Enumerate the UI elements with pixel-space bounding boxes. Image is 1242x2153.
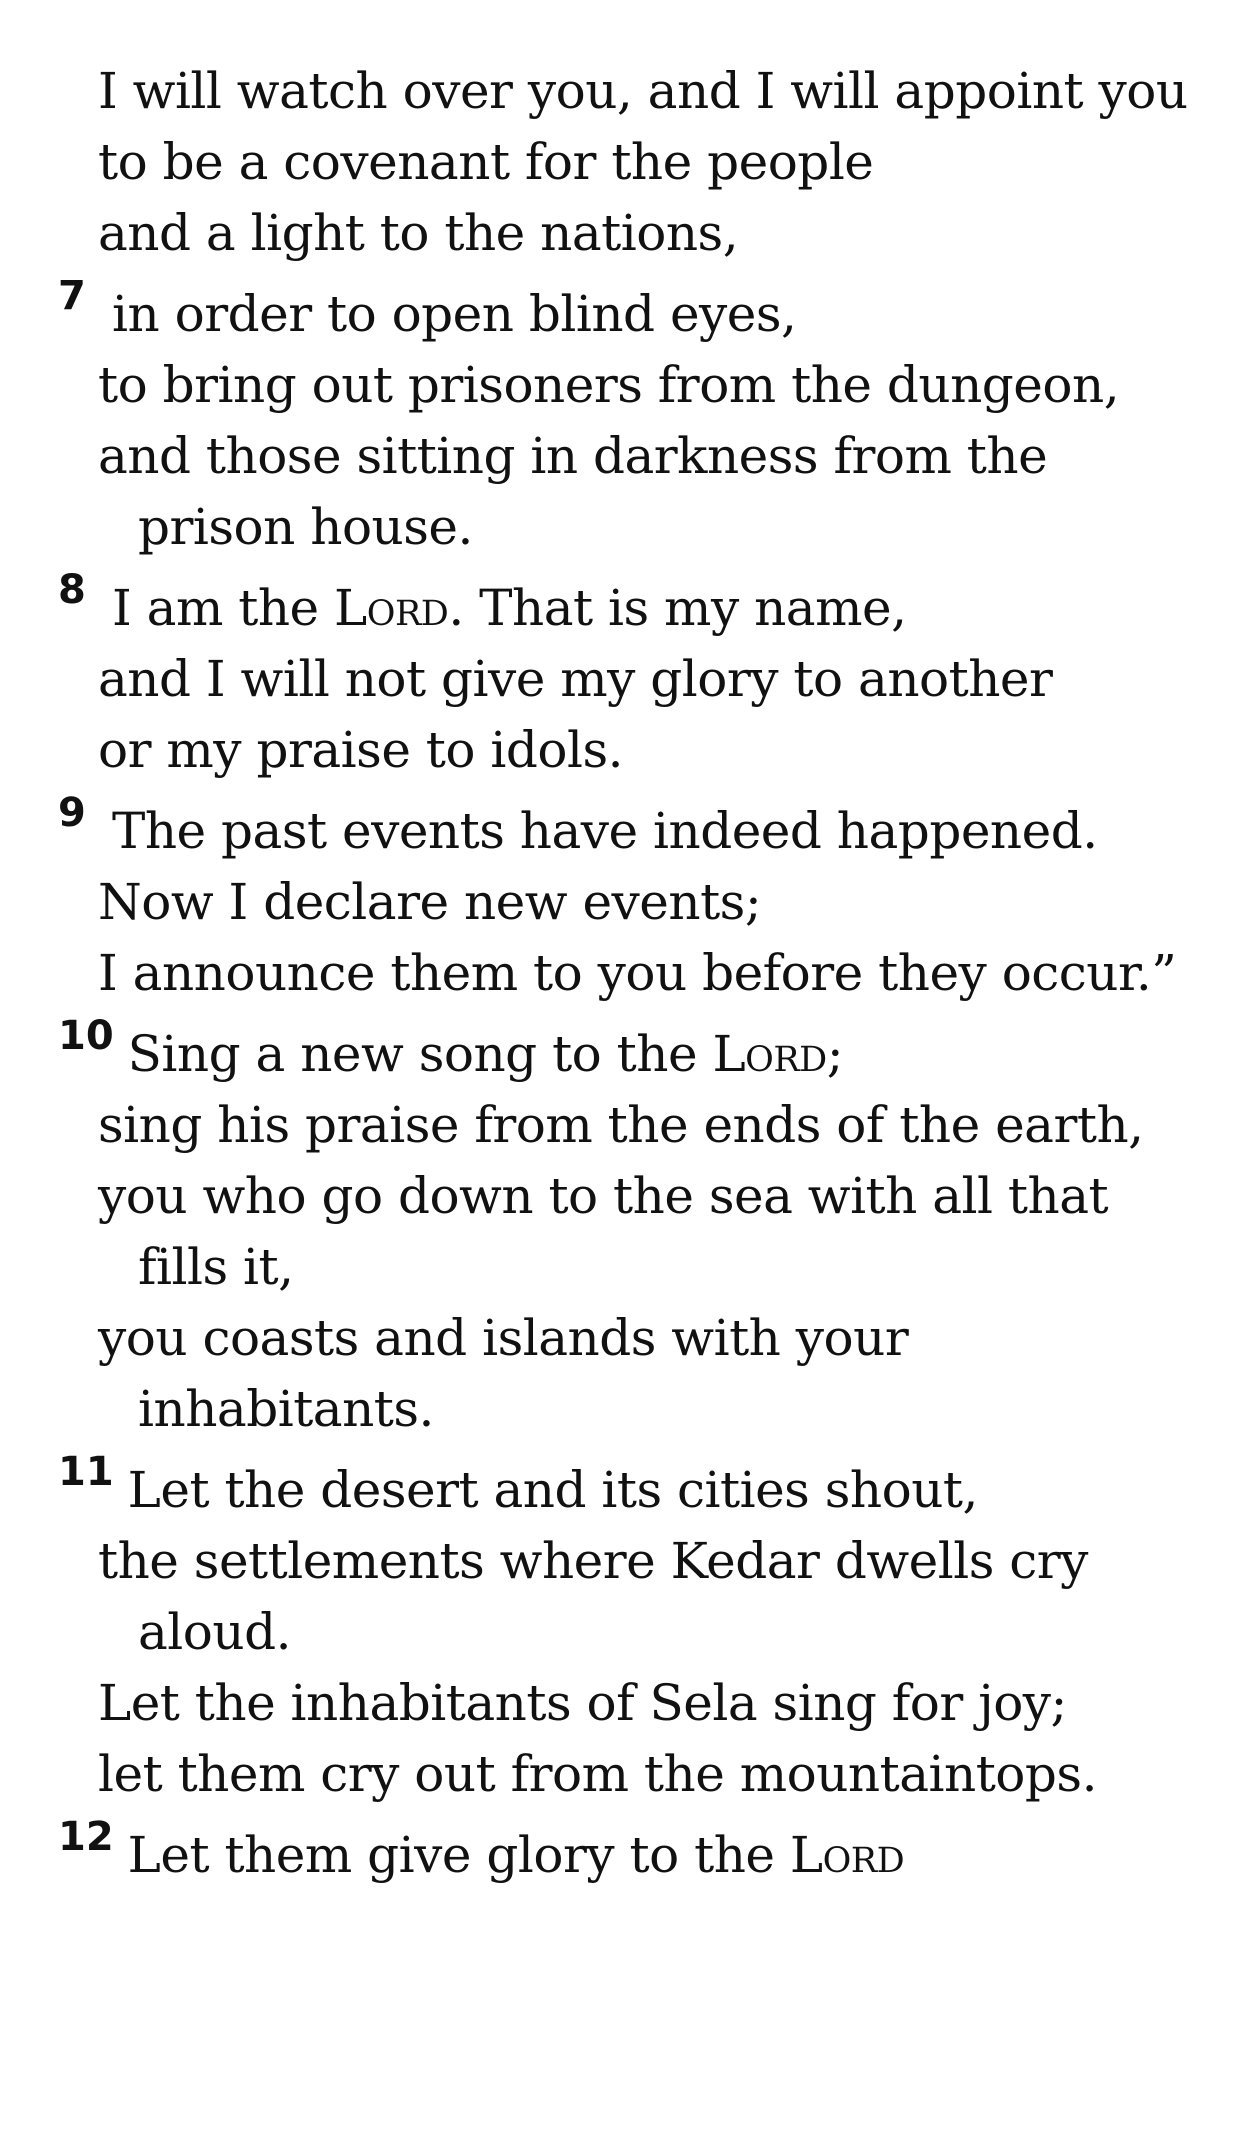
poetry-line: 7 in order to open blind eyes, [58,273,797,343]
poetry-line [98,1161,1208,1303]
line-text: . That is my name, [448,579,907,637]
line-text: to be a covenant for the people [98,133,874,191]
poetry-line [98,56,1208,127]
poetry-line: 9 The past events have indeed happened. [58,790,1098,860]
poetry-line [98,1303,1208,1445]
line-text: I am the [112,579,335,637]
poetry-line [98,421,1208,563]
line-text: Let them give glory to the [127,1826,790,1884]
line-text: I announce them to you before they occur.” [98,944,1177,1002]
divine-name: Lord [789,1826,905,1884]
poetry-line [98,1668,1208,1739]
poetry-line [98,1739,1208,1810]
line-text: and I will not give my glory to another [98,650,1053,708]
poetry-line [98,644,1208,715]
poetry-line [98,938,1208,1009]
poetry-line [98,1526,1208,1668]
poetry-line [98,867,1208,938]
verse-10 [58,1013,1208,1445]
line-text: in order to open blind eyes, [112,285,797,343]
poetry-line [98,350,1208,421]
line-text: Let the inhabitants of Sela sing for joy; [98,1674,1067,1732]
line-text: you who go down to the sea with all that fills it, [98,1167,1109,1296]
verse-12 [58,1814,1208,1891]
line-text: I will watch over you, and I will appoint you [98,62,1188,120]
scripture-reader [58,56,1208,1891]
poetry-line: 12 Let them give glory to the Lord [58,1814,905,1884]
verse-11 [58,1449,1208,1810]
line-text: the settlements where Kedar dwells cry aloud. [98,1532,1088,1661]
verse-9 [58,790,1208,1009]
divine-name: Lord [712,1025,827,1083]
poetry-line: 8 I am the Lord. That is my name, [58,567,907,637]
poetry-line [98,198,1208,269]
poetry-line [98,715,1208,786]
verse-continuation [98,56,1208,269]
poetry-line: 11 Let the desert and its cities shout, [58,1449,978,1519]
line-text: Now I declare new events; [98,873,762,931]
line-text: ; [826,1025,844,1083]
line-text: and a light to the nations, [98,204,739,262]
poetry-line [98,1090,1208,1161]
line-text: and those sitting in darkness from the prison house. [98,427,1048,556]
line-text: to bring out prisoners from the dungeon, [98,356,1120,414]
poetry-line [98,127,1208,198]
line-text: or my praise to idols. [98,721,624,779]
verse-7 [58,273,1208,563]
line-text: let them cry out from the mountaintops. [98,1745,1097,1803]
line-text: Sing a new song to the [127,1025,713,1083]
verse-8 [58,567,1208,786]
divine-name: Lord [334,579,449,637]
line-text: The past events have indeed happened. [112,802,1098,860]
line-text: Let the desert and its cities shout, [127,1461,978,1519]
line-text: you coasts and islands with your inhabitants. [98,1309,909,1438]
line-text: sing his praise from the ends of the earth, [98,1096,1144,1154]
poetry-line: 10 Sing a new song to the Lord; [58,1013,844,1083]
